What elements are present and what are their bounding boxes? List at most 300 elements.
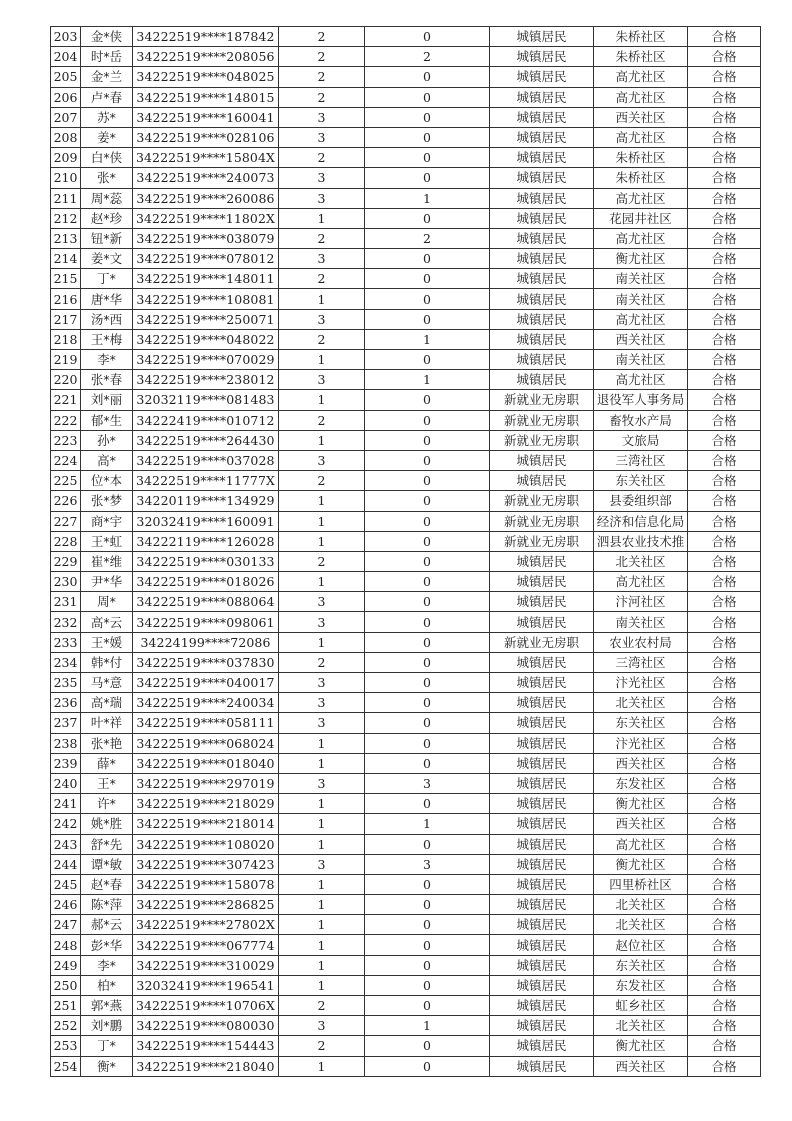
community-cell: 高尤社区 (594, 87, 688, 107)
household-size-cell: 3 (279, 713, 365, 733)
community-cell: 南关社区 (594, 269, 688, 289)
id-number-cell: 34222519****240073 (133, 168, 279, 188)
result-cell: 合格 (688, 208, 761, 228)
table-row (51, 511, 761, 531)
row-number-cell: 234 (51, 652, 81, 672)
other-count-cell: 0 (365, 693, 490, 713)
other-count-cell: 0 (365, 430, 490, 450)
applicant-type-cell: 城镇居民 (490, 814, 594, 834)
id-number-cell: 34222519****27802X (133, 915, 279, 935)
result-cell: 合格 (688, 410, 761, 430)
row-number-cell: 254 (51, 1056, 81, 1076)
community-cell: 高尤社区 (594, 228, 688, 248)
community-cell: 东发社区 (594, 773, 688, 793)
household-size-cell: 3 (279, 188, 365, 208)
other-count-cell: 0 (365, 592, 490, 612)
community-cell: 汴光社区 (594, 733, 688, 753)
applicant-type-cell: 城镇居民 (490, 854, 594, 874)
community-cell: 高尤社区 (594, 127, 688, 147)
applicant-name-cell: 郭*燕 (81, 996, 133, 1016)
household-size-cell: 3 (279, 693, 365, 713)
other-count-cell: 0 (365, 390, 490, 410)
id-number-cell: 34222519****154443 (133, 1036, 279, 1056)
result-cell: 合格 (688, 87, 761, 107)
applicant-name-cell: 钮*新 (81, 228, 133, 248)
row-number-cell: 221 (51, 390, 81, 410)
row-number-cell: 224 (51, 450, 81, 470)
table-row (51, 652, 761, 672)
result-cell: 合格 (688, 733, 761, 753)
row-number-cell: 216 (51, 289, 81, 309)
table-row (51, 289, 761, 309)
id-number-cell: 34222519****038079 (133, 228, 279, 248)
result-cell: 合格 (688, 895, 761, 915)
row-number-cell: 209 (51, 148, 81, 168)
table-row (51, 673, 761, 693)
id-number-cell: 34222519****080030 (133, 1016, 279, 1036)
table-row (51, 753, 761, 773)
table-row (51, 127, 761, 147)
applicant-type-cell: 城镇居民 (490, 572, 594, 592)
applicant-name-cell: 金*兰 (81, 67, 133, 87)
applicant-type-cell: 城镇居民 (490, 935, 594, 955)
community-cell: 泗县农业技术推 (594, 531, 688, 551)
row-number-cell: 205 (51, 67, 81, 87)
table-row (51, 329, 761, 349)
table-row (51, 874, 761, 894)
applicant-type-cell: 城镇居民 (490, 996, 594, 1016)
row-number-cell: 213 (51, 228, 81, 248)
result-cell: 合格 (688, 652, 761, 672)
other-count-cell: 0 (365, 551, 490, 571)
row-number-cell: 204 (51, 47, 81, 67)
result-cell: 合格 (688, 814, 761, 834)
id-number-cell: 34222519****297019 (133, 773, 279, 793)
applicant-name-cell: 马*意 (81, 673, 133, 693)
row-number-cell: 225 (51, 471, 81, 491)
id-number-cell: 34222519****310029 (133, 955, 279, 975)
other-count-cell: 3 (365, 773, 490, 793)
community-cell: 西关社区 (594, 753, 688, 773)
row-number-cell: 219 (51, 350, 81, 370)
id-number-cell: 34222519****260086 (133, 188, 279, 208)
community-cell: 北关社区 (594, 1016, 688, 1036)
community-cell: 衡尤社区 (594, 1036, 688, 1056)
community-cell: 三湾社区 (594, 450, 688, 470)
community-cell: 衡尤社区 (594, 249, 688, 269)
community-cell: 东关社区 (594, 713, 688, 733)
household-size-cell: 1 (279, 572, 365, 592)
row-number-cell: 242 (51, 814, 81, 834)
applicant-type-cell: 新就业无房职 (490, 531, 594, 551)
result-cell: 合格 (688, 915, 761, 935)
result-cell: 合格 (688, 935, 761, 955)
community-cell: 西关社区 (594, 814, 688, 834)
other-count-cell: 0 (365, 350, 490, 370)
id-number-cell: 34222519****11777X (133, 471, 279, 491)
applicant-name-cell: 郁*生 (81, 410, 133, 430)
household-size-cell: 3 (279, 168, 365, 188)
row-number-cell: 222 (51, 410, 81, 430)
applicant-type-cell: 城镇居民 (490, 794, 594, 814)
result-cell: 合格 (688, 47, 761, 67)
result-cell: 合格 (688, 370, 761, 390)
table-row (51, 208, 761, 228)
other-count-cell: 0 (365, 1056, 490, 1076)
id-number-cell: 34222519****098061 (133, 612, 279, 632)
result-cell: 合格 (688, 329, 761, 349)
result-cell: 合格 (688, 572, 761, 592)
applicant-name-cell: 高*瑞 (81, 693, 133, 713)
other-count-cell: 0 (365, 996, 490, 1016)
id-number-cell: 34222519****018026 (133, 572, 279, 592)
community-cell: 高尤社区 (594, 834, 688, 854)
applicant-type-cell: 城镇居民 (490, 249, 594, 269)
household-size-cell: 1 (279, 1056, 365, 1076)
other-count-cell: 2 (365, 228, 490, 248)
row-number-cell: 237 (51, 713, 81, 733)
result-cell: 合格 (688, 551, 761, 571)
applicant-type-cell: 城镇居民 (490, 713, 594, 733)
row-number-cell: 235 (51, 673, 81, 693)
other-count-cell: 0 (365, 632, 490, 652)
result-cell: 合格 (688, 511, 761, 531)
applicant-name-cell: 时*岳 (81, 47, 133, 67)
household-size-cell: 3 (279, 249, 365, 269)
applicant-type-cell: 新就业无房职 (490, 632, 594, 652)
result-cell: 合格 (688, 350, 761, 370)
applicant-name-cell: 彭*华 (81, 935, 133, 955)
applicant-type-cell: 城镇居民 (490, 975, 594, 995)
other-count-cell: 3 (365, 854, 490, 874)
community-cell: 北关社区 (594, 915, 688, 935)
household-size-cell: 1 (279, 289, 365, 309)
row-number-cell: 215 (51, 269, 81, 289)
table-row (51, 450, 761, 470)
community-cell: 朱桥社区 (594, 47, 688, 67)
result-cell: 合格 (688, 430, 761, 450)
id-number-cell: 32032419****196541 (133, 975, 279, 995)
applicant-name-cell: 刘*丽 (81, 390, 133, 410)
community-cell: 农业农村局 (594, 632, 688, 652)
table-row (51, 572, 761, 592)
table-row (51, 996, 761, 1016)
id-number-cell: 34222519****070029 (133, 350, 279, 370)
other-count-cell: 0 (365, 753, 490, 773)
table-row (51, 612, 761, 632)
applicant-type-cell: 新就业无房职 (490, 491, 594, 511)
row-number-cell: 229 (51, 551, 81, 571)
household-size-cell: 1 (279, 895, 365, 915)
applicant-type-cell: 城镇居民 (490, 168, 594, 188)
table-row (51, 249, 761, 269)
community-cell: 畜牧水产局 (594, 410, 688, 430)
household-size-cell: 1 (279, 955, 365, 975)
table-row (51, 370, 761, 390)
other-count-cell: 0 (365, 249, 490, 269)
result-cell: 合格 (688, 269, 761, 289)
applicant-name-cell: 周* (81, 592, 133, 612)
applicant-name-cell: 韩*付 (81, 652, 133, 672)
id-number-cell: 34222519****028106 (133, 127, 279, 147)
other-count-cell: 1 (365, 188, 490, 208)
id-number-cell: 34224199****72086 (133, 632, 279, 652)
result-cell: 合格 (688, 228, 761, 248)
other-count-cell: 0 (365, 168, 490, 188)
applicant-name-cell: 丁* (81, 1036, 133, 1056)
community-cell: 花园井社区 (594, 208, 688, 228)
applicant-type-cell: 城镇居民 (490, 753, 594, 773)
household-size-cell: 2 (279, 329, 365, 349)
other-count-cell: 0 (365, 67, 490, 87)
community-cell: 南关社区 (594, 289, 688, 309)
other-count-cell: 0 (365, 673, 490, 693)
community-cell: 赵位社区 (594, 935, 688, 955)
row-number-cell: 214 (51, 249, 81, 269)
row-number-cell: 246 (51, 895, 81, 915)
other-count-cell: 0 (365, 1036, 490, 1056)
other-count-cell: 0 (365, 652, 490, 672)
community-cell: 县委组织部 (594, 491, 688, 511)
applicant-type-cell: 城镇居民 (490, 107, 594, 127)
household-size-cell: 2 (279, 27, 365, 47)
result-cell: 合格 (688, 955, 761, 975)
community-cell: 衡尤社区 (594, 794, 688, 814)
household-size-cell: 2 (279, 87, 365, 107)
table-row (51, 410, 761, 430)
community-cell: 四里桥社区 (594, 874, 688, 894)
result-cell: 合格 (688, 390, 761, 410)
row-number-cell: 212 (51, 208, 81, 228)
table-row (51, 67, 761, 87)
household-size-cell: 1 (279, 753, 365, 773)
applicant-type-cell: 城镇居民 (490, 127, 594, 147)
table-row (51, 47, 761, 67)
community-cell: 汴光社区 (594, 673, 688, 693)
household-size-cell: 2 (279, 996, 365, 1016)
household-size-cell: 1 (279, 208, 365, 228)
household-size-cell: 1 (279, 491, 365, 511)
id-number-cell: 34222519****148015 (133, 87, 279, 107)
table-row (51, 693, 761, 713)
result-cell: 合格 (688, 127, 761, 147)
community-cell: 虹乡社区 (594, 996, 688, 1016)
other-count-cell: 0 (365, 87, 490, 107)
applicant-name-cell: 王*虹 (81, 531, 133, 551)
applicant-type-cell: 城镇居民 (490, 370, 594, 390)
result-cell: 合格 (688, 693, 761, 713)
community-cell: 三湾社区 (594, 652, 688, 672)
household-size-cell: 1 (279, 531, 365, 551)
applicant-name-cell: 高*云 (81, 612, 133, 632)
other-count-cell: 0 (365, 491, 490, 511)
other-count-cell: 0 (365, 935, 490, 955)
applicant-table-body (51, 27, 761, 1077)
community-cell: 东发社区 (594, 975, 688, 995)
table-row (51, 632, 761, 652)
household-size-cell: 1 (279, 915, 365, 935)
household-size-cell: 2 (279, 148, 365, 168)
row-number-cell: 220 (51, 370, 81, 390)
id-number-cell: 34222519****048025 (133, 67, 279, 87)
applicant-type-cell: 城镇居民 (490, 773, 594, 793)
id-number-cell: 34222519****218014 (133, 814, 279, 834)
community-cell: 文旅局 (594, 430, 688, 450)
row-number-cell: 233 (51, 632, 81, 652)
household-size-cell: 2 (279, 652, 365, 672)
row-number-cell: 236 (51, 693, 81, 713)
result-cell: 合格 (688, 107, 761, 127)
applicant-type-cell: 城镇居民 (490, 228, 594, 248)
other-count-cell: 1 (365, 814, 490, 834)
other-count-cell: 0 (365, 289, 490, 309)
applicant-name-cell: 赵*春 (81, 874, 133, 894)
result-cell: 合格 (688, 673, 761, 693)
household-size-cell: 2 (279, 269, 365, 289)
result-cell: 合格 (688, 592, 761, 612)
applicant-name-cell: 张* (81, 168, 133, 188)
applicant-name-cell: 李* (81, 350, 133, 370)
applicant-type-cell: 城镇居民 (490, 915, 594, 935)
community-cell: 经济和信息化局 (594, 511, 688, 531)
table-row (51, 794, 761, 814)
row-number-cell: 217 (51, 309, 81, 329)
row-number-cell: 230 (51, 572, 81, 592)
applicant-name-cell: 王* (81, 773, 133, 793)
applicant-name-cell: 许* (81, 794, 133, 814)
applicant-type-cell: 城镇居民 (490, 1036, 594, 1056)
applicant-type-cell: 城镇居民 (490, 693, 594, 713)
household-size-cell: 3 (279, 370, 365, 390)
applicant-type-cell: 城镇居民 (490, 834, 594, 854)
row-number-cell: 244 (51, 854, 81, 874)
table-row (51, 592, 761, 612)
result-cell: 合格 (688, 773, 761, 793)
community-cell: 高尤社区 (594, 67, 688, 87)
applicant-type-cell: 城镇居民 (490, 27, 594, 47)
applicant-name-cell: 姜*文 (81, 249, 133, 269)
result-cell: 合格 (688, 471, 761, 491)
applicant-type-cell: 城镇居民 (490, 87, 594, 107)
row-number-cell: 210 (51, 168, 81, 188)
household-size-cell: 1 (279, 350, 365, 370)
table-row (51, 895, 761, 915)
other-count-cell: 0 (365, 148, 490, 168)
applicant-name-cell: 张*艳 (81, 733, 133, 753)
applicant-type-cell: 城镇居民 (490, 592, 594, 612)
applicant-name-cell: 丁* (81, 269, 133, 289)
household-size-cell: 3 (279, 773, 365, 793)
row-number-cell: 223 (51, 430, 81, 450)
row-number-cell: 206 (51, 87, 81, 107)
household-size-cell: 3 (279, 592, 365, 612)
table-row (51, 168, 761, 188)
id-number-cell: 34222519****067774 (133, 935, 279, 955)
other-count-cell: 0 (365, 410, 490, 430)
result-cell: 合格 (688, 67, 761, 87)
id-number-cell: 34222519****148011 (133, 269, 279, 289)
other-count-cell: 0 (365, 127, 490, 147)
other-count-cell: 0 (365, 874, 490, 894)
applicant-name-cell: 孙* (81, 430, 133, 450)
community-cell: 西关社区 (594, 329, 688, 349)
applicant-name-cell: 王*梅 (81, 329, 133, 349)
row-number-cell: 207 (51, 107, 81, 127)
applicant-type-cell: 城镇居民 (490, 329, 594, 349)
row-number-cell: 211 (51, 188, 81, 208)
applicant-type-cell: 新就业无房职 (490, 390, 594, 410)
other-count-cell: 1 (365, 370, 490, 390)
table-row (51, 27, 761, 47)
household-size-cell: 2 (279, 1036, 365, 1056)
id-number-cell: 34222519****286825 (133, 895, 279, 915)
household-size-cell: 1 (279, 935, 365, 955)
id-number-cell: 34222519****160041 (133, 107, 279, 127)
applicant-type-cell: 城镇居民 (490, 612, 594, 632)
applicant-type-cell: 城镇居民 (490, 895, 594, 915)
other-count-cell: 0 (365, 975, 490, 995)
applicant-name-cell: 陈*萍 (81, 895, 133, 915)
community-cell: 北关社区 (594, 551, 688, 571)
id-number-cell: 34222519****208056 (133, 47, 279, 67)
id-number-cell: 32032419****160091 (133, 511, 279, 531)
applicant-name-cell: 张*春 (81, 370, 133, 390)
household-size-cell: 2 (279, 228, 365, 248)
applicant-name-cell: 高* (81, 450, 133, 470)
id-number-cell: 34222519****11802X (133, 208, 279, 228)
other-count-cell: 0 (365, 834, 490, 854)
household-size-cell: 3 (279, 854, 365, 874)
applicant-type-cell: 城镇居民 (490, 208, 594, 228)
id-number-cell: 34222519****218029 (133, 794, 279, 814)
table-row (51, 228, 761, 248)
other-count-cell: 0 (365, 895, 490, 915)
other-count-cell: 0 (365, 733, 490, 753)
applicant-type-cell: 城镇居民 (490, 269, 594, 289)
result-cell: 合格 (688, 1016, 761, 1036)
id-number-cell: 34222519****307423 (133, 854, 279, 874)
row-number-cell: 240 (51, 773, 81, 793)
household-size-cell: 2 (279, 47, 365, 67)
applicant-type-cell: 新就业无房职 (490, 511, 594, 531)
household-size-cell: 2 (279, 551, 365, 571)
id-number-cell: 34222519****030133 (133, 551, 279, 571)
id-number-cell: 34222519****088064 (133, 592, 279, 612)
table-row (51, 814, 761, 834)
row-number-cell: 232 (51, 612, 81, 632)
household-size-cell: 3 (279, 309, 365, 329)
id-number-cell: 34222519****240034 (133, 693, 279, 713)
applicant-name-cell: 卢*春 (81, 87, 133, 107)
result-cell: 合格 (688, 794, 761, 814)
applicant-name-cell: 姚*胜 (81, 814, 133, 834)
row-number-cell: 247 (51, 915, 81, 935)
applicant-type-cell: 城镇居民 (490, 350, 594, 370)
result-cell: 合格 (688, 27, 761, 47)
result-cell: 合格 (688, 996, 761, 1016)
applicant-type-cell: 城镇居民 (490, 1056, 594, 1076)
id-number-cell: 34222519****15804X (133, 148, 279, 168)
applicant-type-cell: 新就业无房职 (490, 430, 594, 450)
applicant-type-cell: 城镇居民 (490, 67, 594, 87)
household-size-cell: 1 (279, 975, 365, 995)
result-cell: 合格 (688, 1036, 761, 1056)
other-count-cell: 0 (365, 572, 490, 592)
community-cell: 南关社区 (594, 612, 688, 632)
applicant-name-cell: 白*侠 (81, 148, 133, 168)
community-cell: 东关社区 (594, 955, 688, 975)
table-row (51, 350, 761, 370)
